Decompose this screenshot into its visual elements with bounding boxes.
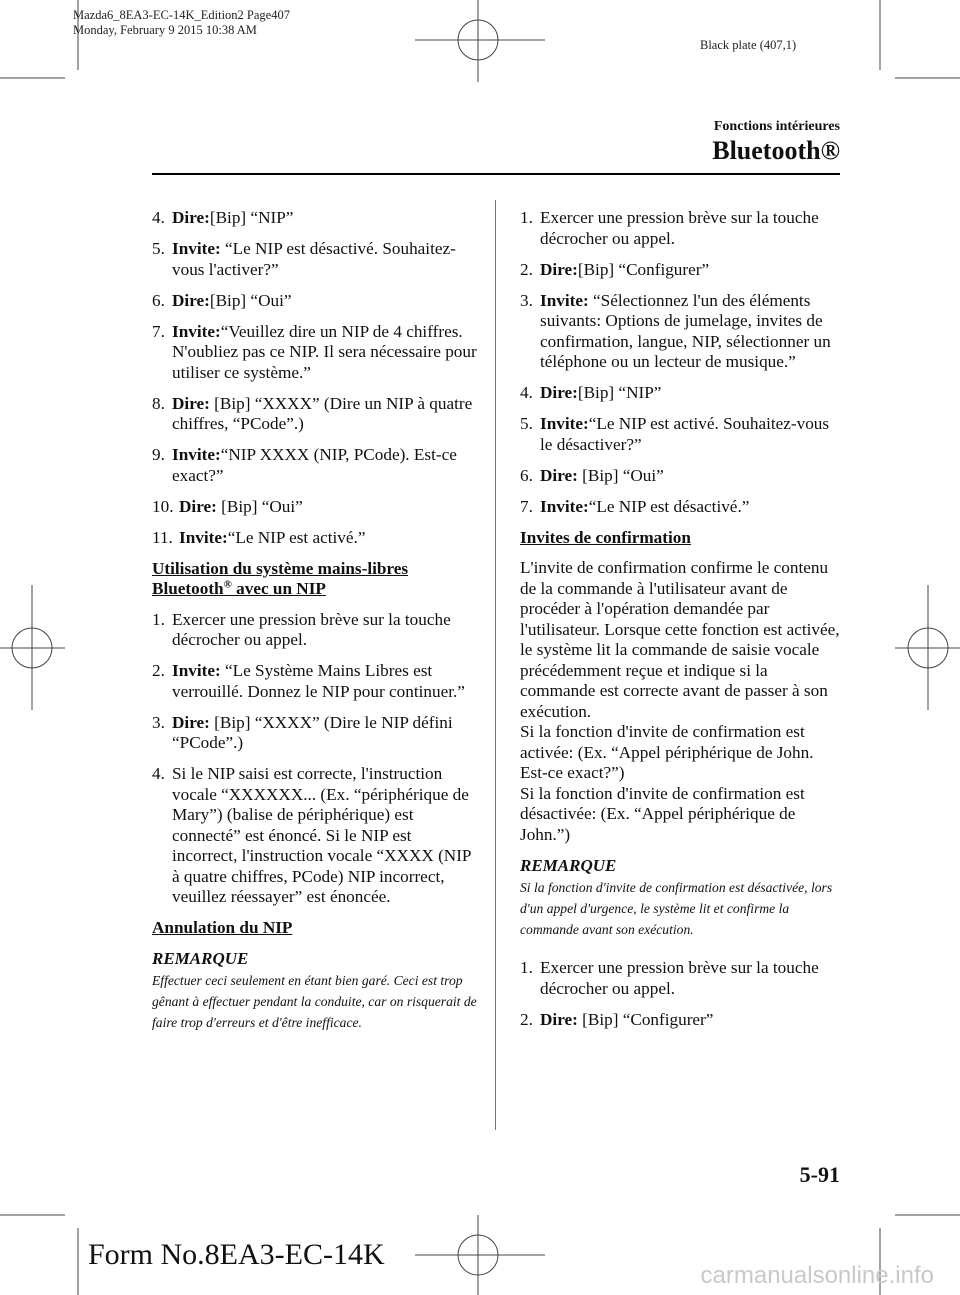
step-list xyxy=(152,610,477,908)
step-text: “Sélectionnez l'un des éléments suivants: Options de jumelage, invites de confirmation, langue, NIP, sélectionner un téléphone ou un lecteur de musique.” xyxy=(540,290,831,371)
step-keyword: Dire: xyxy=(172,290,210,310)
step-number: 5. xyxy=(520,414,533,433)
step-number: 3. xyxy=(520,290,533,310)
page-number: 5-91 xyxy=(799,1162,840,1187)
step-number: 5. xyxy=(152,239,165,258)
step-item xyxy=(152,497,477,518)
step-keyword: Dire: xyxy=(540,259,578,279)
step-item xyxy=(152,528,477,549)
step-item xyxy=(152,764,477,908)
step-item xyxy=(520,383,842,404)
remark-title: REMARQUE xyxy=(520,855,617,875)
step-text: [Bip] “NIP” xyxy=(209,208,294,227)
step-number: 2. xyxy=(520,259,533,279)
step-text: [Bip] “Oui” xyxy=(216,496,303,516)
step-text: [Bip] “Configurer” xyxy=(577,1009,714,1029)
step-keyword: Dire: xyxy=(540,383,578,402)
step-text: “Le NIP est activé. Souhaitez-vous le désactiver?” xyxy=(540,414,830,454)
step-number: 4. xyxy=(152,764,165,783)
step-keyword: Invite: xyxy=(172,661,221,680)
paragraph: L'invite de confirmation confirme le contenu de la commande à l'utilisateur avant de procéder à l'opération demandée par l'utilisateur. Lorsque cette fonction est activée, le système lit la commande de saisie vocale précédemment reçue et indique si la commande est correcte avant de passer à son exécution. xyxy=(520,558,840,721)
header-rule xyxy=(152,173,840,175)
step-number: 4. xyxy=(520,383,533,402)
step-keyword: Dire: xyxy=(172,712,210,732)
step-item xyxy=(520,208,842,249)
right-column xyxy=(520,208,842,1041)
step-item xyxy=(152,291,477,312)
left-column xyxy=(152,208,477,1051)
step-text: “Le Système Mains Libres est verrouillé. Donnez le NIP pour continuer.” xyxy=(172,661,465,701)
step-list xyxy=(520,208,842,517)
remark-text: Si la fonction d'invite de confirmation est désactivée, lors d'un appel d'urgence, le système lit et confirme la commande avant son exécution. xyxy=(520,880,833,937)
step-keyword: Invite: xyxy=(172,321,221,341)
step-text: [Bip] “Oui” xyxy=(209,290,292,310)
step-item xyxy=(520,497,842,518)
step-number: 2. xyxy=(520,1009,533,1029)
step-item xyxy=(520,466,842,487)
step-item xyxy=(520,958,842,999)
step-list xyxy=(152,208,477,548)
step-keyword: Invite: xyxy=(172,239,221,258)
step-text: Exercer une pression brève sur la touche décrocher ou appel. xyxy=(172,609,451,649)
heading-confirmation-prompts: Invites de confirmation xyxy=(520,527,691,547)
step-item xyxy=(152,239,477,280)
registered-mark: ® xyxy=(223,578,232,591)
step-number: 11. xyxy=(152,527,173,547)
step-number: 7. xyxy=(520,496,533,516)
step-text: [Bip] “Oui” xyxy=(577,465,664,485)
step-keyword: Dire: xyxy=(540,465,578,485)
step-keyword: Invite: xyxy=(172,445,221,464)
step-keyword: Dire: xyxy=(172,393,210,413)
step-item xyxy=(152,208,477,229)
step-item xyxy=(520,260,842,281)
step-text: “NIP XXXX (NIP, PCode). Est-ce exact?” xyxy=(172,445,457,485)
watermark: carmanualsonline.info xyxy=(700,1262,934,1289)
step-text: [Bip] “XXXX” (Dire le NIP défini “PCode”.) xyxy=(172,712,453,752)
step-number: 2. xyxy=(152,661,165,680)
remark-text: Effectuer ceci seulement en étant bien garé. Ceci est trop gênant à effectuer pendant la conduite, car on risquerait de faire trop d'erreurs et d'être inefficace. xyxy=(152,973,477,1030)
heading-pin-usage-text: Utilisation du système mains-libres Bluetooth xyxy=(152,558,409,598)
step-item xyxy=(520,291,842,373)
step-text: Si le NIP saisi est correcte, l'instruction vocale “XXXXXX... (Ex. “périphérique de Mary”) (balise de périphérique) est connecté” est énoncé. Si le NIP est incorrect, l'instruction vocale “XXXX (NIP à quatre chiffres, PCode) NIP incorrect, veuillez réessayer” est énoncée. xyxy=(172,764,471,906)
step-number: 1. xyxy=(152,609,165,629)
step-number: 4. xyxy=(152,208,165,227)
chapter-title: Bluetooth® xyxy=(712,136,840,165)
file-info xyxy=(73,8,290,38)
remark-title: REMARQUE xyxy=(152,948,249,968)
heading-pin-usage-suffix: avec un NIP xyxy=(231,579,326,598)
step-number: 6. xyxy=(152,290,165,310)
step-text: “Le NIP est désactivé.” xyxy=(588,496,750,516)
step-text: “Le NIP est désactivé. Souhaitez-vous l'activer?” xyxy=(172,239,456,279)
step-number: 3. xyxy=(152,712,165,732)
step-number: 8. xyxy=(152,393,165,413)
step-keyword: Invite: xyxy=(540,496,589,516)
step-text: [Bip] “Configurer” xyxy=(577,259,710,279)
step-item xyxy=(152,713,477,754)
step-text: [Bip] “NIP” xyxy=(577,383,662,402)
step-text: “Le NIP est activé.” xyxy=(227,527,366,547)
heading-pin-usage xyxy=(152,559,477,600)
heading-pin-cancel: Annulation du NIP xyxy=(152,918,293,937)
step-keyword: Invite: xyxy=(540,414,589,433)
step-text: “Veuillez dire un NIP de 4 chiffres. N'oubliez pas ce NIP. Il sera nécessaire pour utiliser ce système.” xyxy=(172,321,477,382)
section-title: Fonctions intérieures xyxy=(713,119,840,134)
step-item xyxy=(152,322,477,384)
step-text: Exercer une pression brève sur la touche décrocher ou appel. xyxy=(540,208,819,248)
form-number: Form No.8EA3-EC-14K xyxy=(88,1238,385,1271)
step-keyword: Dire: xyxy=(172,208,210,227)
step-item xyxy=(152,661,477,702)
file-name: Mazda6_8EA3-EC-14K_Edition2 Page407 xyxy=(73,8,290,22)
step-keyword: Invite: xyxy=(540,290,589,310)
paragraph: Si la fonction d'invite de confirmation est activée: (Ex. “Appel périphérique de John. Est-ce exact?”) xyxy=(520,722,814,782)
column-divider xyxy=(495,200,496,1130)
step-text: [Bip] “XXXX” (Dire un NIP à quatre chiffres, “PCode”.) xyxy=(172,393,473,433)
step-number: 6. xyxy=(520,465,533,485)
step-number: 1. xyxy=(520,958,533,977)
step-number: 7. xyxy=(152,321,165,341)
step-keyword: Invite: xyxy=(179,527,228,547)
step-keyword: Dire: xyxy=(540,1009,578,1029)
step-number: 9. xyxy=(152,445,165,464)
step-keyword: Dire: xyxy=(179,496,217,516)
step-item xyxy=(152,394,477,435)
step-item xyxy=(152,445,477,486)
step-list xyxy=(520,958,842,1030)
file-date: Monday, February 9 2015 10:38 AM xyxy=(73,23,257,37)
plate-label: Black plate (407,1) xyxy=(700,38,797,52)
step-item xyxy=(520,414,842,455)
paragraph: Si la fonction d'invite de confirmation est désactivée: (Ex. “Appel périphérique de John.”) xyxy=(520,783,805,844)
step-item xyxy=(520,1010,842,1031)
step-item xyxy=(152,610,477,651)
step-number: 10. xyxy=(152,496,174,516)
step-number: 1. xyxy=(520,208,533,227)
step-text: Exercer une pression brève sur la touche décrocher ou appel. xyxy=(540,958,819,998)
